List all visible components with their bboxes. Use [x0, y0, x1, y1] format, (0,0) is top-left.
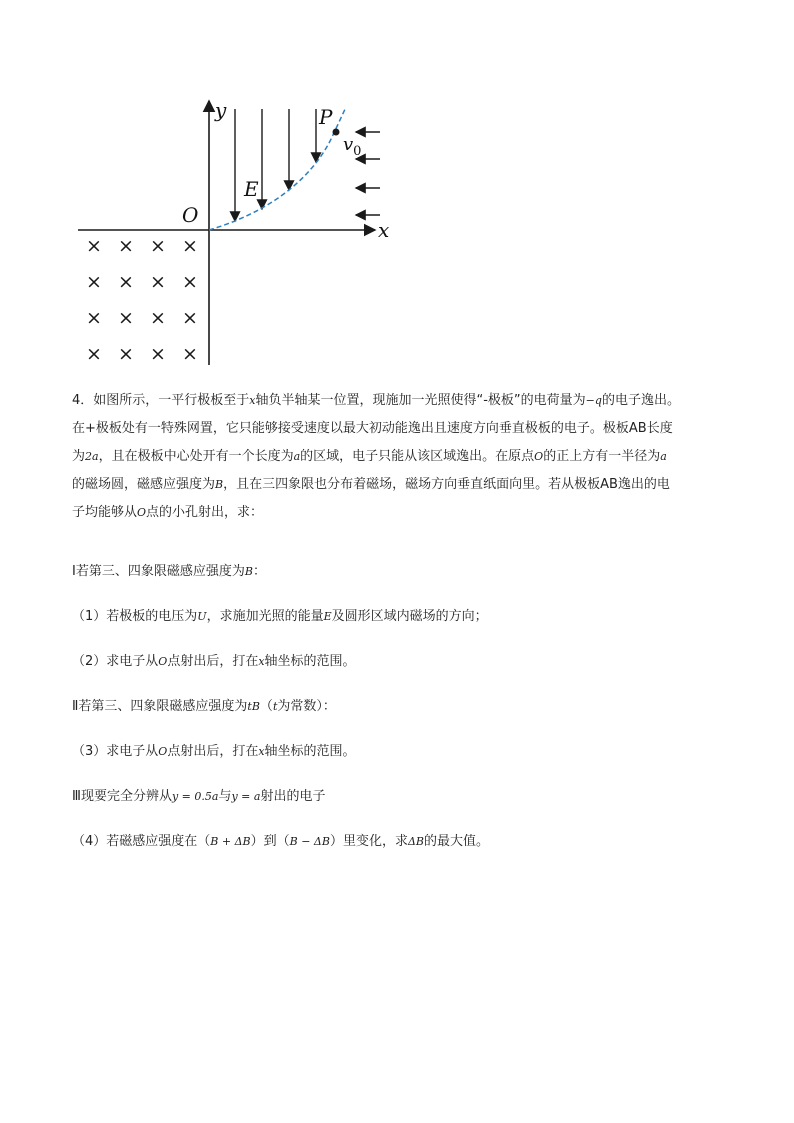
svg-text:×: × [182, 235, 198, 257]
svg-text:×: × [118, 343, 134, 365]
problem-line-1: 4．如图所示，一平行极板至于x轴负半轴某一位置，现施加一光照使得“-极板”的电荷量为−q的电子逸出。 [72, 393, 680, 408]
svg-text:×: × [150, 271, 166, 293]
svg-text:×: × [150, 343, 166, 365]
origin-label: O [182, 203, 199, 227]
svg-text:×: × [86, 307, 102, 329]
svg-text:×: × [86, 235, 102, 257]
svg-text:×: × [118, 271, 134, 293]
field-arrows [235, 109, 316, 221]
question-2: （2）求电子从O点射出后，打在x轴坐标的范围。 [72, 654, 356, 669]
svg-text:×: × [150, 307, 166, 329]
question-4: （4）若磁感应强度在（B + ΔB）到（B − ΔB）里变化，求ΔB的最大值。 [72, 834, 490, 849]
question-1: （1）若极板的电压为U，求施加光照的能量E及圆形区域内磁场的方向； [72, 609, 488, 624]
problem-statement [72, 387, 737, 527]
question-3: （3）求电子从O点射出后，打在x轴坐标的范围。 [72, 744, 356, 759]
magnetic-field-crosses [86, 235, 198, 365]
section-2-heading: Ⅱ若第三、四象限磁感应强度为tB（t为常数）： [72, 699, 336, 714]
velocity-label: $v_0$ [343, 134, 362, 159]
svg-text:×: × [182, 271, 198, 293]
svg-text:×: × [150, 235, 166, 257]
problem-line-4: 的磁场圆，磁感应强度为B，且在三四象限也分布着磁场，磁场方向垂直纸面向里。若从极板AB逸出的电 [72, 477, 670, 492]
svg-text:×: × [182, 307, 198, 329]
svg-text:×: × [182, 343, 198, 365]
problem-line-2: 在+极板处有一特殊网置，它只能够接受速度以最大初动能逸出且速度方向垂直极板的电子。极板AB长度 [72, 421, 673, 436]
physics-diagram [70, 95, 400, 370]
field-label: E [244, 177, 259, 201]
svg-text:×: × [86, 271, 102, 293]
x-axis-label: x [378, 218, 390, 242]
problem-line-3: 为2a，且在极板中心处开有一个长度为a的区域，电子只能从该区域逸出。在原点O的正上方有一半径为a [72, 449, 667, 464]
svg-text:×: × [118, 307, 134, 329]
svg-text:×: × [86, 343, 102, 365]
svg-text:×: × [118, 235, 134, 257]
point-p-label: P [319, 105, 333, 129]
problem-line-5: 子均能够从O点的小孔射出，求： [72, 505, 264, 520]
point-p [333, 129, 340, 136]
section-3-heading: Ⅲ现要完全分辨从y = 0.5a与y = a射出的电子 [72, 789, 326, 804]
section-1-heading: Ⅰ若第三、四象限磁感应强度为B： [72, 564, 266, 579]
y-axis-label: y [215, 98, 227, 122]
